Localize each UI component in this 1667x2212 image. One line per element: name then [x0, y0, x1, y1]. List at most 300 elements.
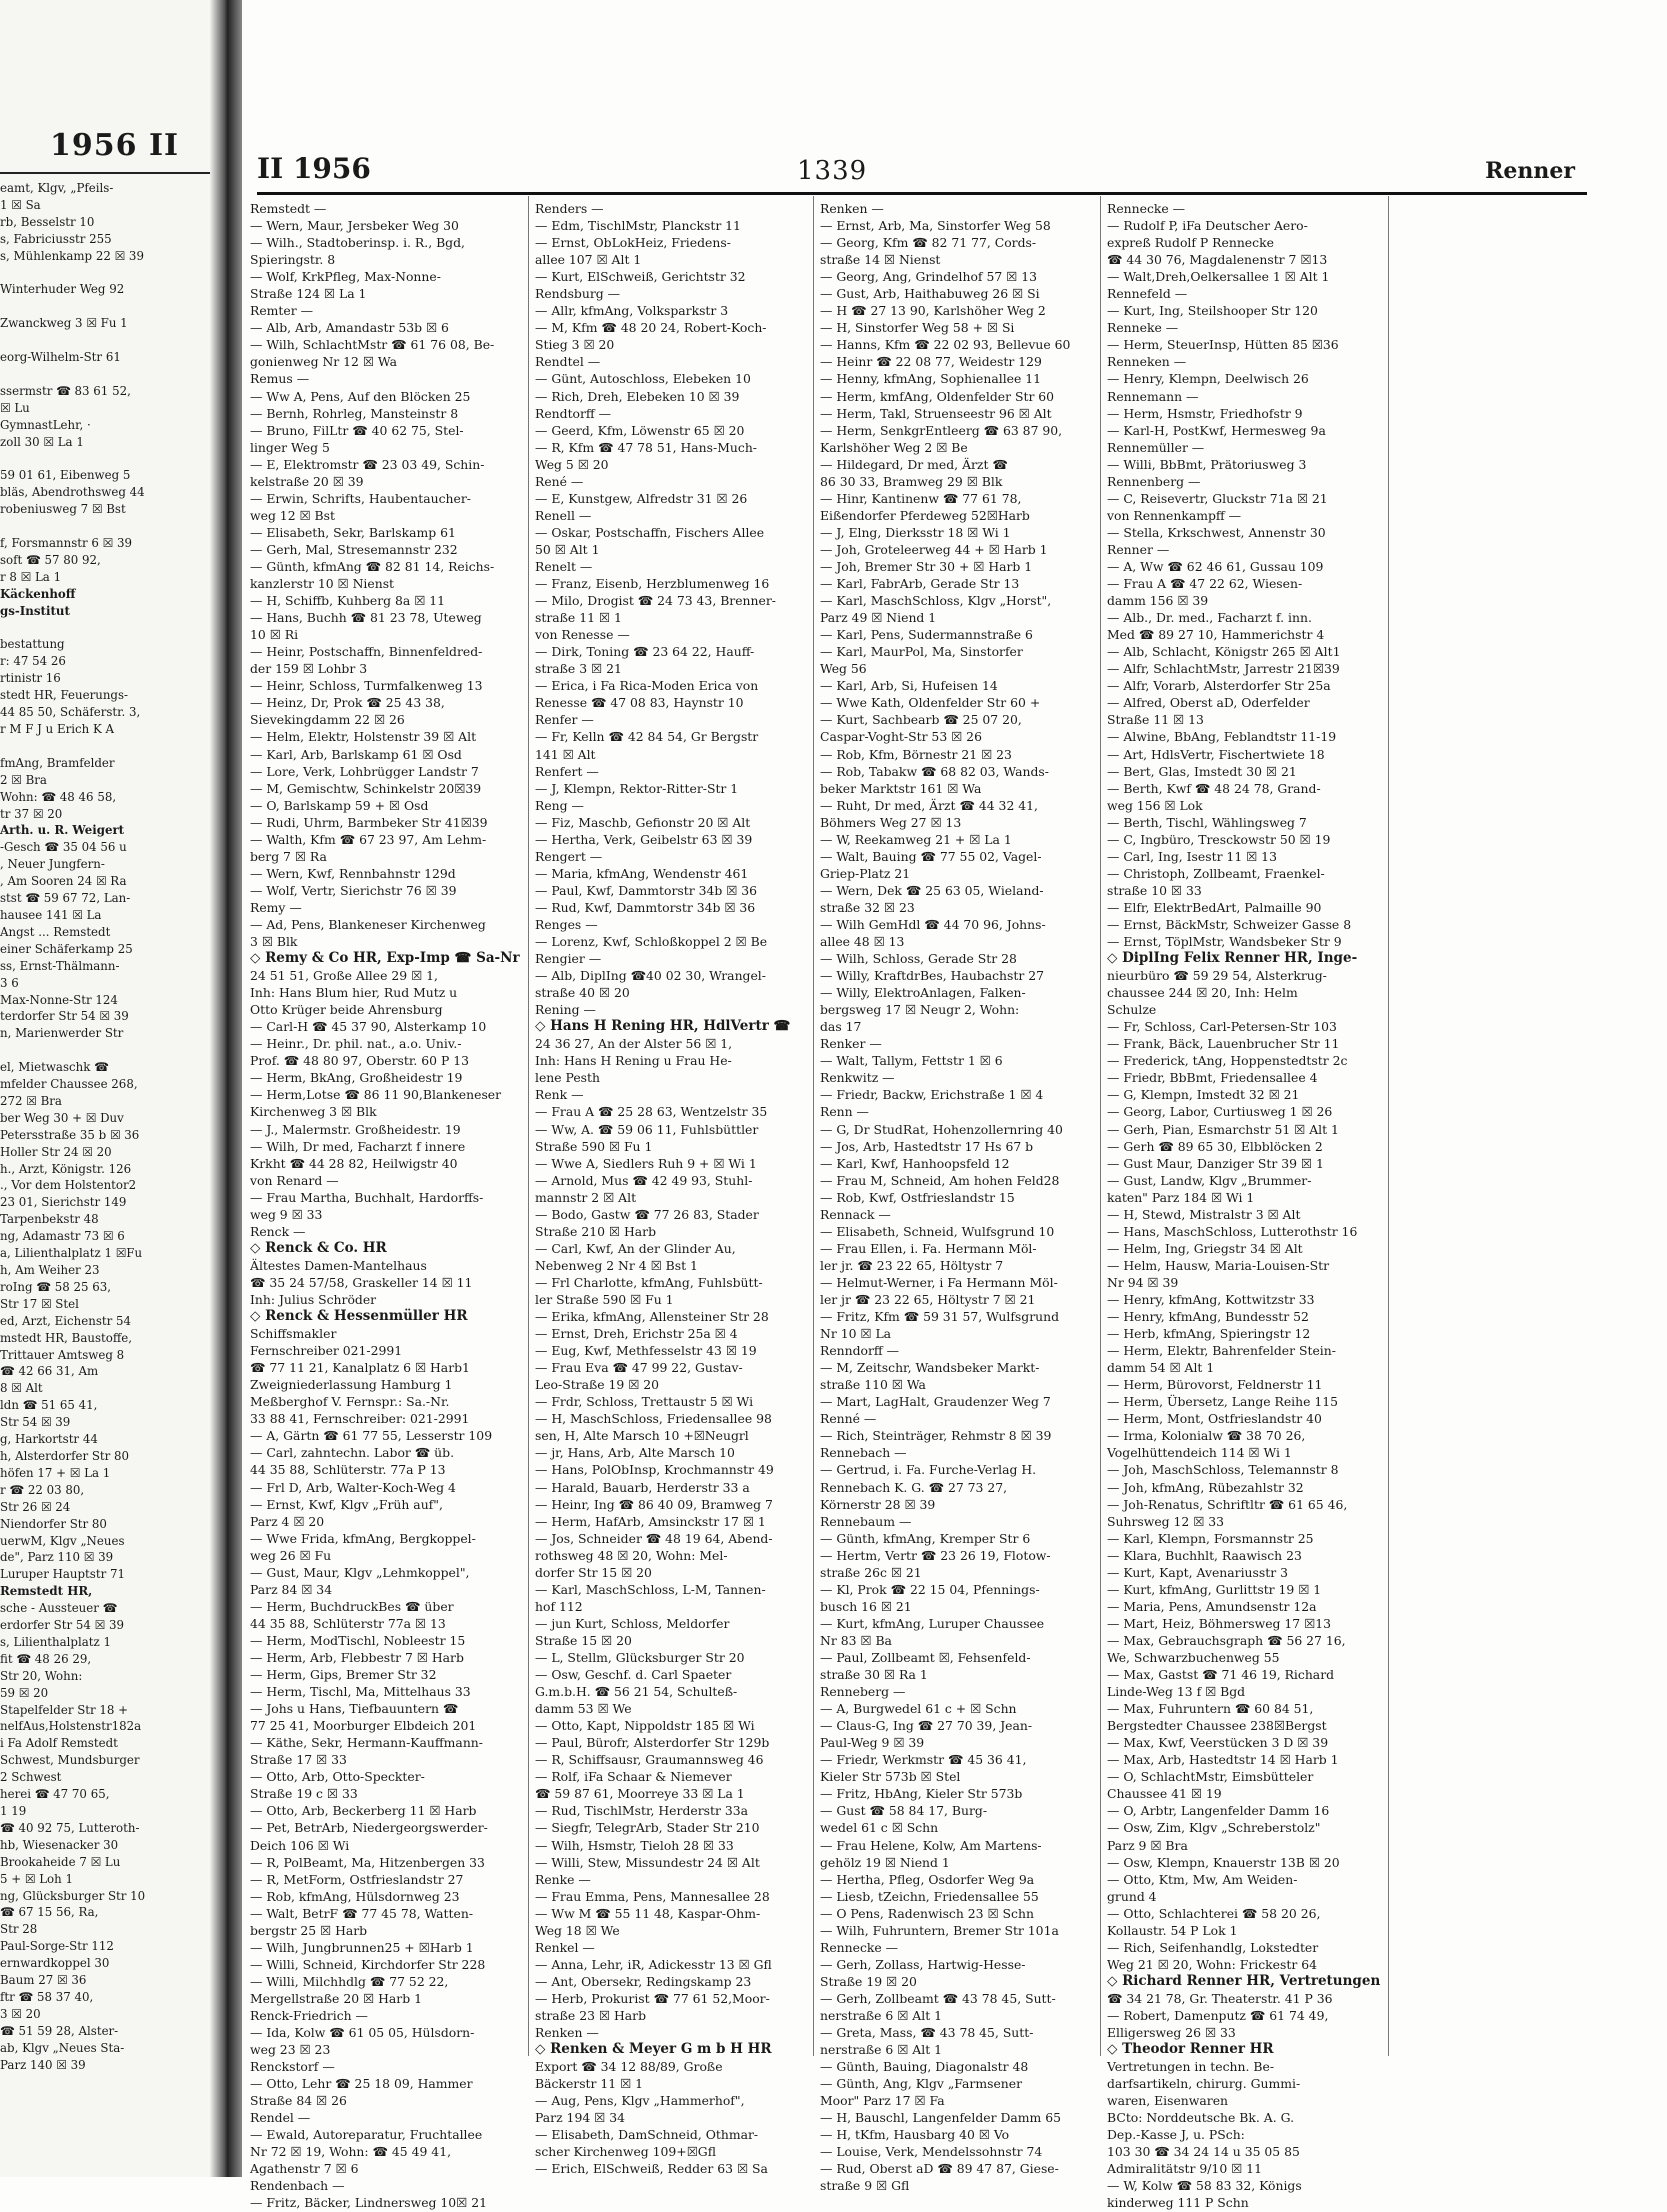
directory-entry-line: Eißendorfer Pferdeweg 52☒Harb: [820, 507, 1030, 523]
left-entry-line: r: 47 54 26: [0, 654, 66, 669]
directory-entry-line: Straße 11 ☒ 13: [1107, 712, 1204, 728]
directory-entry-line: Rendtel —: [535, 354, 601, 370]
left-entry-line: Baum 27 ☒ 36: [0, 1973, 87, 1988]
directory-entry-line: ☎ 35 24 57/58, Graskeller 14 ☒ 11: [250, 1274, 473, 1290]
directory-entry-line: — Gust, Landw, Klgv „Brummer-: [1107, 1172, 1312, 1188]
left-entry-line: sche - Aussteuer ☎: [0, 1601, 118, 1616]
directory-entry-line: — Kurt, kfmAng, Gurlittstr 19 ☒ 1: [1107, 1581, 1322, 1597]
directory-entry-line: Renneberg —: [820, 1684, 906, 1700]
directory-entry-line: — Dirk, Toning ☎ 23 64 22, Hauff-: [535, 644, 755, 660]
directory-entry-line: nieurbüro ☎ 59 29 54, Alsterkrug-: [1107, 968, 1327, 984]
directory-entry-line: von Renesse —: [535, 627, 630, 643]
directory-entry-line: Stieg 3 ☒ 20: [535, 337, 615, 353]
left-entry-line: Luruper Hauptstr 71: [0, 1567, 125, 1582]
directory-entry-line: — Klara, Buchhlt, Raawisch 23: [1107, 1547, 1302, 1563]
left-entry-line: Niendorfer Str 80: [0, 1516, 107, 1531]
directory-entry-line: — M, Zeitschr, Wandsbeker Markt-: [820, 1360, 1040, 1376]
directory-entry-line: Remus —: [250, 371, 310, 387]
directory-entry-line: Reng —: [535, 797, 584, 813]
directory-entry-line: Straße 19 ☒ 20: [820, 1973, 917, 1989]
directory-entry-line: 103 30 ☎ 34 24 14 u 35 05 85: [1107, 2144, 1300, 2160]
left-entry-line: n, Marienwerder Str: [0, 1026, 124, 1041]
left-entry-line: stedt HR, Feuerungs-: [0, 688, 129, 703]
directory-entry-line: bergstr 25 ☒ Harb: [250, 1922, 368, 1938]
directory-entry-line: — Alb, Arb, Amandastr 53b ☒ 6: [250, 320, 449, 336]
left-entry-line: Str 20, Wohn:: [0, 1668, 83, 1683]
directory-entry-line: — Alfr, Vorarb, Alsterdorfer Str 25a: [1107, 678, 1331, 694]
directory-entry-line: Leo-Straße 19 ☒ 20: [535, 1377, 660, 1393]
left-entry-line: einer Schäferkamp 25: [0, 941, 133, 956]
directory-entry-line: — H, Bauschl, Langenfelder Damm 65: [820, 2110, 1061, 2126]
directory-entry-line: — Herm, Mont, Ostfrieslandstr 40: [1107, 1411, 1322, 1427]
directory-entry-line: Renfer —: [535, 712, 594, 728]
left-entry-line: ftr ☎ 58 37 40,: [0, 1989, 94, 2004]
directory-entry-line: — Ida, Kolw ☎ 61 05 05, Hülsdorn-: [250, 2025, 475, 2041]
directory-entry-line: — Max, Fuhruntern ☎ 60 84 51,: [1107, 1701, 1314, 1717]
directory-entry-line: — Helm, Elektr, Holstenstr 39 ☒ Alt: [250, 729, 477, 745]
directory-entry-line: — Art, HdlsVertr, Fischertwiete 18: [1107, 746, 1325, 762]
directory-column-4: [1107, 200, 1381, 2211]
directory-entry-line: Rennebach —: [820, 1445, 907, 1461]
directory-entry-line: — Erika, kfmAng, Allensteiner Str 28: [535, 1309, 769, 1325]
directory-entry-line: Bergstedter Chaussee 238☒Bergst: [1107, 1718, 1327, 1734]
directory-entry-line: — Otto, Ktm, Mw, Am Weiden-: [1107, 1871, 1298, 1887]
left-entry-line: ng, Glücksburger Str 10: [0, 1888, 146, 1903]
directory-entry-line: 24 51 51, Große Allee 29 ☒ 1,: [250, 968, 438, 984]
directory-entry-line: — Erwin, Schrifts, Haubentaucher-: [250, 490, 471, 506]
book-gutter: [210, 0, 242, 2177]
directory-entry-line: — Alb., Dr. med., Facharzt f. inn.: [1107, 610, 1312, 626]
directory-entry-line: — Heinr, Schloss, Turmfalkenweg 13: [250, 678, 483, 694]
directory-entry-line: Griep-Platz 21: [820, 865, 911, 881]
directory-entry-line: Renner —: [1107, 541, 1170, 557]
directory-entry-line: — Walt, Tallym, Fettstr 1 ☒ 6: [820, 1053, 1003, 1069]
directory-entry-line: — Helm, Ing, Griegstr 34 ☒ Alt: [1107, 1240, 1303, 1256]
left-entry-line: i Fa Adolf Remstedt: [0, 1736, 118, 1751]
directory-entry-line: — Joh, kfmAng, Rübezahlstr 32: [1107, 1479, 1304, 1495]
column-divider: [528, 196, 529, 2056]
left-entry-line: hausee 141 ☒ La: [0, 907, 102, 922]
directory-entry-line: Renders —: [535, 201, 604, 216]
left-entry-line: 59 ☒ 20: [0, 1685, 49, 1700]
directory-entry-line: — Aug, Pens, Klgv „Hammerhof",: [535, 2093, 745, 2109]
directory-entry-line: — Karl, Kwf, Hanhoopsfeld 12: [820, 1155, 1010, 1171]
directory-entry-line: — Eug, Kwf, Methfesselstr 43 ☒ 19: [535, 1343, 757, 1359]
left-entry-line: [0, 738, 232, 755]
directory-entry-line: weg 156 ☒ Lok: [1107, 797, 1203, 813]
directory-entry-line: — Willy, KraftdrBes, Haubachstr 27: [820, 968, 1045, 984]
directory-entry-line: — J, Klempn, Rektor-Ritter-Str 1: [535, 780, 739, 796]
directory-entry-line: Renck-Friedrich —: [250, 2007, 368, 2023]
directory-entry-line: — Carl, Ing, Isestr 11 ☒ 13: [1107, 848, 1277, 864]
directory-entry-line: mannstr 2 ☒ Alt: [535, 1189, 637, 1205]
left-entry-line: [0, 451, 232, 468]
directory-entry-line: — Heinr., Dr. phil. nat., a.o. Univ.-: [250, 1036, 462, 1052]
directory-entry-line: Rennebaum —: [820, 1513, 912, 1529]
directory-entry-line: ◇ Richard Renner HR, Vertretungen: [1107, 1972, 1381, 1989]
directory-entry-line: — Bert, Glas, Imstedt 30 ☒ 21: [1107, 763, 1297, 779]
directory-entry-line: 24 36 27, An der Alster 56 ☒ 1,: [535, 1036, 733, 1052]
left-entry-line: erdorfer Str 54 ☒ 39: [0, 1618, 124, 1633]
directory-entry-line: — Wilh., Stadtoberinsp. i. R., Bgd,: [250, 235, 465, 251]
left-entry-line: Angst ... Remstedt: [0, 924, 111, 939]
directory-entry-line: — J, Elng, Dierksstr 18 ☒ Wi 1: [820, 524, 1011, 540]
left-entry-line: ☎ 51 59 28, Alster-: [0, 2023, 119, 2038]
directory-entry-line: — Frau Ellen, i. Fa. Hermann Möl-: [820, 1240, 1037, 1256]
directory-entry-line: — Willi, Schneid, Kirchdorfer Str 228: [250, 1956, 486, 1972]
left-entry-line: 5 + ☒ Loh 1: [0, 1871, 74, 1886]
left-entry-line: mstedt HR, Baustoffe,: [0, 1330, 132, 1345]
directory-entry-line: René —: [535, 473, 584, 489]
left-entry-line: zoll 30 ☒ La 1: [0, 434, 84, 449]
left-entry-line: tr 37 ☒ 20: [0, 806, 63, 821]
directory-entry-line: — Gust ☎ 58 84 17, Burg-: [820, 1803, 988, 1819]
directory-entry-line: scher Kirchenweg 109+☒Gfl: [535, 2144, 716, 2160]
directory-column-2: [535, 200, 807, 2177]
directory-entry-line: — W, Reekamweg 21 + ☒ La 1: [820, 831, 1012, 847]
directory-entry-line: — Karl, Pens, Sudermannstraße 6: [820, 627, 1033, 643]
directory-entry-line: Rennemann —: [1107, 388, 1199, 404]
directory-entry-line: Renkwitz —: [820, 1070, 895, 1086]
left-entry-line: r ☎ 22 03 80,: [0, 1482, 85, 1497]
left-entry-line: ☒ Lu: [0, 400, 30, 415]
directory-entry-line: Mergellstraße 20 ☒ Harb 1: [250, 1990, 422, 2006]
directory-entry-line: — Paul, Kwf, Dammtorstr 34b ☒ 36: [535, 882, 758, 898]
directory-entry-line: — Georg, Ang, Grindelhof 57 ☒ 13: [820, 269, 1037, 285]
left-entry-line: Petersstraße 35 b ☒ 36: [0, 1127, 140, 1142]
directory-entry-line: — Maria, Pens, Amundsenstr 12a: [1107, 1598, 1317, 1614]
left-entry-line: Str 54 ☒ 39: [0, 1415, 71, 1430]
directory-entry-line: Linde-Weg 13 f ☒ Bgd: [1107, 1684, 1246, 1700]
left-entry-line: , Am Sooren 24 ☒ Ra: [0, 874, 127, 889]
left-entry-line: ng, Adamastr 73 ☒ 6: [0, 1229, 125, 1244]
directory-entry-line: Schulze: [1107, 1002, 1157, 1018]
directory-entry-line: Agathenstr 7 ☒ 6: [250, 2161, 359, 2177]
directory-entry-line: Otto Krüger beide Ahrensburg: [250, 1002, 443, 1018]
directory-entry-line: ☎ 59 87 61, Moorreye 33 ☒ La 1: [535, 1786, 745, 1802]
left-entry-line: ber Weg 30 + ☒ Duv: [0, 1110, 124, 1125]
directory-entry-line: — Frank, Bäck, Lauenbrucher Str 11: [1107, 1036, 1340, 1052]
directory-entry-line: — Carl, zahntechn. Labor ☎ üb.: [250, 1445, 455, 1461]
left-entry-line: Paul-Sorge-Str 112: [0, 1939, 114, 1954]
directory-entry-line: — Herm, BkAng, Großheidestr 19: [250, 1070, 463, 1086]
directory-entry-line: — jr, Hans, Arb, Alte Marsch 10: [535, 1445, 735, 1461]
directory-entry-line: Renneken —: [1107, 354, 1187, 370]
directory-entry-line: — Rudi, Uhrm, Barmbeker Str 41☒39: [250, 814, 488, 830]
left-entry-line: ., Vor dem Holstentor2: [0, 1178, 137, 1193]
directory-entry-line: Kollaustr. 54 P Lok 1: [1107, 1922, 1238, 1938]
directory-entry-line: — Ernst, Dreh, Erichstr 25a ☒ 4: [535, 1326, 738, 1342]
directory-entry-line: — Wolf, Vertr, Sierichstr 76 ☒ 39: [250, 882, 457, 898]
directory-entry-line: — Hans, MaschSchloss, Lutterothstr 16: [1107, 1223, 1358, 1239]
directory-entry-line: — Alfr, SchlachtMstr, Jarrestr 21☒39: [1107, 661, 1340, 677]
directory-entry-line: — Hertha, Pfleg, Osdorfer Weg 9a: [820, 1871, 1035, 1887]
directory-entry-line: — Siegfr, TelegrArb, Stader Str 210: [535, 1820, 760, 1836]
directory-entry-line: — Frau Martha, Buchhalt, Hardorffs-: [250, 1189, 484, 1205]
directory-entry-line: Remstedt —: [250, 201, 327, 216]
left-entry-line: Remstedt HR,: [0, 1584, 93, 1599]
directory-entry-line: ◇ DiplIng Felix Renner HR, Inge-: [1107, 950, 1358, 967]
directory-entry-line: — Otto, Schlachterei ☎ 58 20 26,: [1107, 1905, 1321, 1921]
directory-entry-line: — Alb, DiplIng ☎40 02 30, Wrangel-: [535, 968, 766, 984]
directory-entry-line: — Wwe A, Siedlers Ruh 9 + ☒ Wi 1: [535, 1155, 757, 1171]
directory-entry-line: beker Marktstr 161 ☒ Wa: [820, 780, 982, 796]
directory-entry-line: ☎ 34 21 78, Gr. Theaterstr. 41 P 36: [1107, 1990, 1333, 2006]
directory-entry-line: — Wwe Frida, kfmAng, Bergkoppel-: [250, 1530, 476, 1546]
directory-entry-line: weg 12 ☒ Bst: [250, 507, 336, 523]
directory-entry-line: straße 14 ☒ Nienst: [820, 252, 941, 268]
directory-entry-line: Med ☎ 89 27 10, Hammerichstr 4: [1107, 627, 1325, 643]
directory-entry-line: Prof. ☎ 48 80 97, Oberstr. 60 P 13: [250, 1053, 470, 1069]
directory-entry-line: — Wilh, Dr med, Facharzt f innere: [250, 1138, 466, 1154]
directory-entry-line: — R, Kfm ☎ 47 78 51, Hans-Much-: [535, 439, 757, 455]
directory-entry-line: — Christoph, Zollbeamt, Fraenkel-: [1107, 865, 1325, 881]
directory-entry-line: Weg 5 ☒ 20: [535, 456, 609, 472]
directory-entry-line: — Oskar, Postschaffn, Fischers Allee: [535, 524, 765, 540]
directory-entry-line: Renell —: [535, 507, 592, 523]
directory-entry-line: Rennenberg —: [1107, 473, 1201, 489]
directory-entry-line: straße 11 ☒ 1: [535, 610, 622, 626]
directory-entry-line: ler Straße 590 ☒ Fu 1: [535, 1292, 674, 1307]
directory-entry-line: ler jr ☎ 23 22 65, Höltystr 7 ☒ 21: [820, 1292, 1036, 1307]
directory-entry-line: — Osw, Zim, Klgv „Schreberstolz": [1107, 1820, 1321, 1836]
directory-entry-line: — C, Ingbüro, Tresckowstr 50 ☒ 19: [1107, 831, 1331, 847]
directory-entry-line: — Walt, Bauing ☎ 77 55 02, Vagel-: [820, 848, 1042, 864]
page-volume-year: II 1956: [257, 152, 371, 185]
directory-entry-line: — Stella, Krkschwest, Annenstr 30: [1107, 524, 1326, 540]
left-entry-line: Arth. u. R. Weigert: [0, 823, 125, 838]
directory-entry-line: — Wwe Kath, Oldenfelder Str 60 +: [820, 695, 1041, 711]
directory-entry-line: gonienweg Nr 12 ☒ Wa: [250, 354, 397, 370]
directory-entry-line: Weg 56: [820, 661, 867, 677]
directory-entry-line: — Ant, Obersekr, Redingskamp 23: [535, 1973, 752, 1989]
directory-entry-line: ler jr. ☎ 23 22 65, Höltystr 7: [820, 1257, 1004, 1273]
directory-entry-line: ◇ Hans H Rening HR, HdlVertr ☎: [535, 1018, 791, 1035]
directory-entry-line: Renken —: [820, 201, 884, 216]
left-entry-line: 1 ☒ Sa: [0, 197, 41, 212]
directory-column-5: [1395, 200, 1667, 2050]
left-entry-line: Holler Str 24 ☒ 20: [0, 1144, 112, 1159]
directory-entry-line: — Wern, Kwf, Rennbahnstr 129d: [250, 865, 456, 881]
directory-entry-line: Straße 15 ☒ 20: [535, 1632, 632, 1648]
left-entry-line: ☎ 40 92 75, Lutteroth-: [0, 1820, 140, 1835]
directory-entry-line: Ältestes Damen-Mantelhaus: [250, 1257, 427, 1273]
page-header: [257, 152, 1587, 192]
directory-entry-line: Kieler Str 573b ☒ Stel: [820, 1769, 961, 1785]
page-catchword: Renner: [1485, 158, 1575, 184]
directory-entry-line: — Wilh, Schloss, Gerade Str 28: [820, 951, 1017, 967]
directory-entry-line: — Berth, Kwf ☎ 48 24 78, Grand-: [1107, 780, 1321, 796]
directory-entry-line: Parz 84 ☒ 34: [250, 1581, 333, 1597]
left-entry-line: r 8 ☒ La 1: [0, 569, 62, 584]
directory-entry-line: — Lore, Verk, Lohbrügger Landstr 7: [250, 763, 479, 779]
directory-entry-line: — Herm, Hsmstr, Friedhofstr 9: [1107, 405, 1303, 421]
directory-entry-line: — Käthe, Sekr, Hermann-Kauffmann-: [250, 1735, 483, 1751]
left-entry-line: 2 Schwest: [0, 1770, 62, 1785]
directory-entry-line: — Gerh, Zollass, Hartwig-Hesse-: [820, 1956, 1026, 1972]
directory-entry-line: — Helm, Hausw, Maria-Louisen-Str: [1107, 1257, 1330, 1273]
directory-entry-line: — Bodo, Gastw ☎ 77 26 83, Stader: [535, 1206, 759, 1222]
directory-entry-line: — Hinr, Kantinenw ☎ 77 61 78,: [820, 490, 1022, 506]
left-entry-line: rb, Besselstr 10: [0, 214, 95, 229]
directory-entry-line: — Willi, Stew, Missundestr 24 ☒ Alt: [535, 1854, 760, 1870]
left-entry-line: 2 ☒ Bra: [0, 772, 47, 787]
directory-entry-line: Kirchenweg 3 ☒ Blk: [250, 1104, 377, 1120]
directory-entry-line: straße 10 ☒ 33: [1107, 882, 1202, 898]
directory-entry-line: Zweigniederlassung Hamburg 1: [250, 1377, 453, 1393]
directory-entry-line: Deich 106 ☒ Wi: [250, 1837, 350, 1853]
directory-entry-line: Straße 124 ☒ La 1: [250, 286, 367, 302]
directory-entry-line: straße 110 ☒ Wa: [820, 1377, 926, 1393]
directory-entry-line: — Wilh, SchlachtMstr ☎ 61 76 08, Be-: [250, 337, 495, 353]
directory-entry-line: — Alb, Schlacht, Königstr 265 ☒ Alt1: [1107, 644, 1341, 660]
left-entry-line: 59 01 61, Eibenweg 5: [0, 468, 131, 483]
directory-entry-line: 10 ☒ Ri: [250, 627, 299, 643]
directory-entry-line: — E, Kunstgew, Alfredstr 31 ☒ 26: [535, 490, 748, 506]
directory-entry-line: — Heinr, Postschaffn, Binnenfeldred-: [250, 644, 483, 660]
directory-entry-line: Böhmers Weg 27 ☒ 13: [820, 814, 962, 830]
directory-entry-line: — Gertrud, i. Fa. Furche-Verlag H.: [820, 1462, 1037, 1478]
directory-entry-line: nerstraße 6 ☒ Alt 1: [820, 2042, 943, 2058]
directory-entry-line: — Karl, Arb, Barlskamp 61 ☒ Osd: [250, 746, 462, 762]
directory-entry-line: — O, SchlachtMstr, Eimsbütteler: [1107, 1769, 1314, 1785]
left-entry-line: s, Fabriciusstr 255: [0, 231, 112, 246]
directory-entry-line: darfsartikeln, chirurg. Gummi-: [1107, 2076, 1301, 2092]
directory-entry-line: — Franz, Eisenb, Herzblumenweg 16: [535, 576, 770, 592]
directory-entry-line: — Herm, Tischl, Ma, Mittelhaus 33: [250, 1684, 471, 1700]
directory-entry-line: Fernschreiber 021-2991: [250, 1343, 403, 1359]
left-entry-line: ☎ 42 66 31, Am: [0, 1364, 99, 1379]
directory-entry-line: Parz 9 ☒ Bra: [1107, 1837, 1188, 1853]
directory-entry-line: — Max, Kwf, Veerstücken 3 D ☒ 39: [1107, 1735, 1329, 1751]
directory-entry-line: — Arnold, Mus ☎ 42 49 93, Stuhl-: [535, 1172, 753, 1188]
left-entry-line: Winterhuder Weg 92: [0, 282, 125, 297]
directory-entry-line: — H, tKfm, Hausbarg 40 ☒ Vo: [820, 2127, 1010, 2143]
left-entry-line: 1 19: [0, 1804, 27, 1818]
directory-entry-line: — Otto, Kapt, Nippoldstr 185 ☒ Wi: [535, 1718, 755, 1734]
directory-entry-line: das 17: [820, 1019, 862, 1035]
directory-entry-line: We, Schwarzbuchenweg 55: [1107, 1649, 1280, 1665]
directory-entry-line: — Anna, Lehr, iR, Adickesstr 13 ☒ Gfl: [535, 1956, 772, 1972]
directory-entry-line: — O Pens, Radenwisch 23 ☒ Schn: [820, 1905, 1034, 1921]
left-page-rule: [0, 172, 232, 174]
directory-column-1: [250, 200, 522, 2211]
directory-entry-line: — Jos, Arb, Hastedtstr 17 Hs 67 b: [820, 1138, 1034, 1154]
directory-entry-line: Renk —: [535, 1087, 584, 1103]
left-entry-line: a, Lilienthalplatz 1 ☒Fu: [0, 1246, 143, 1261]
directory-entry-line: 33 88 41, Fernschreiber: 021-2991: [250, 1411, 470, 1427]
directory-entry-line: — A, Gärtn ☎ 61 77 55, Lesserstr 109: [250, 1428, 493, 1444]
directory-entry-line: — Frau Eva ☎ 47 99 22, Gustav-: [535, 1360, 743, 1376]
directory-entry-line: — Frau A ☎ 47 22 62, Wiesen-: [1107, 576, 1303, 592]
directory-entry-line: — Karl, FabrArb, Gerade Str 13: [820, 576, 1020, 592]
directory-entry-line: — Greta, Mass, ☎ 43 78 45, Sutt-: [820, 2025, 1034, 2041]
directory-entry-line: — A, Burgwedel 61 c + ☒ Schn: [820, 1701, 1017, 1717]
directory-entry-line: — Elisabeth, Schneid, Wulfsgrund 10: [820, 1223, 1055, 1239]
directory-entry-line: — Kurt, Kapt, Avenariusstr 3: [1107, 1564, 1288, 1580]
directory-entry-line: — Alfred, Oberst aD, Oderfelder: [1107, 695, 1310, 711]
directory-entry-line: ◇ Renken & Meyer G m b H HR: [535, 2041, 772, 2058]
directory-entry-line: — Max, Arb, Hastedtstr 14 ☒ Harb 1: [1107, 1752, 1339, 1768]
directory-entry-line: — Karl, MaschSchloss, L-M, Tannen-: [535, 1581, 766, 1597]
directory-entry-line: Rennefeld —: [1107, 286, 1188, 302]
left-entry-line: herei ☎ 47 70 65,: [0, 1787, 110, 1802]
directory-entry-line: — Ernst, TöplMstr, Wandsbeker Str 9: [1107, 934, 1342, 950]
directory-entry-line: — Herm, ModTischl, Nobleestr 15: [250, 1632, 466, 1648]
directory-entry-line: — Frederick, tAng, Hoppenstedtstr 2c: [1107, 1053, 1348, 1069]
directory-entry-line: — Lorenz, Kwf, Schloßkoppel 2 ☒ Be: [535, 934, 768, 950]
directory-entry-line: Nr 83 ☒ Ba: [820, 1632, 892, 1648]
directory-entry-line: — Alwine, BbAng, Feblandtstr 11-19: [1107, 729, 1337, 745]
left-entry-line: robeniusweg 7 ☒ Bst: [0, 502, 126, 517]
directory-entry-line: Körnerstr 28 ☒ 39: [820, 1496, 936, 1512]
left-entry-line: hb, Wiesenacker 30: [0, 1837, 119, 1852]
left-entry-line: Parz 140 ☒ 39: [0, 2057, 86, 2072]
directory-entry-line: Renck —: [250, 1223, 306, 1239]
left-page-lines: [0, 180, 232, 2074]
directory-entry-line: ☎ 44 30 76, Magdalenenstr 7 ☒13: [1107, 252, 1328, 268]
directory-entry-line: — Wolf, KrkPfleg, Max-Nonne-: [250, 269, 441, 285]
left-entry-line: Tarpenbekstr 48: [0, 1212, 99, 1227]
directory-entry-line: straße 26c ☒ 21: [820, 1564, 922, 1580]
directory-entry-line: — Fiz, Maschb, Gefionstr 20 ☒ Alt: [535, 814, 751, 830]
directory-entry-line: — Fr, Kelln ☎ 42 84 54, Gr Bergstr: [535, 729, 759, 745]
directory-entry-line: straße 23 ☒ Harb: [535, 2007, 646, 2023]
directory-entry-line: — Georg, Labor, Curtiusweg 1 ☒ 26: [1107, 1104, 1333, 1120]
directory-entry-line: — Günth, Ang, Klgv „Farmsener: [820, 2076, 1023, 2092]
directory-entry-line: Rennecke —: [820, 1939, 899, 1955]
directory-entry-line: — G, Klempn, Imstedt 32 ☒ 21: [1107, 1087, 1300, 1103]
directory-entry-line: — Herm,Lotse ☎ 86 11 90,Blankeneser: [250, 1087, 502, 1103]
directory-entry-line: — Wern, Dek ☎ 25 63 05, Wieland-: [820, 882, 1044, 898]
directory-entry-line: Remy —: [250, 899, 302, 915]
directory-entry-line: — jun Kurt, Schloss, Meldorfer: [535, 1615, 730, 1631]
directory-entry-line: — Mart, LagHalt, Graudenzer Weg 7: [820, 1394, 1051, 1410]
left-entry-line: ldn ☎ 51 65 41,: [0, 1398, 98, 1413]
directory-entry-line: — Ernst, ObLokHeiz, Friedens-: [535, 235, 731, 251]
directory-entry-line: Nr 10 ☒ La: [820, 1326, 892, 1342]
directory-entry-line: waren, Eisenwaren: [1107, 2093, 1229, 2109]
directory-entry-line: Meßberghof V. Fernspr.: Sa.-Nr.: [250, 1394, 450, 1410]
left-page-fragment: [0, 0, 232, 2177]
left-entry-line: f, Forsmannstr 6 ☒ 39: [0, 536, 132, 551]
left-entry-line: [0, 518, 232, 535]
directory-entry-line: — Rich, Steinträger, Rehmstr 8 ☒ 39: [820, 1428, 1052, 1444]
left-entry-line: Wohn: ☎ 48 46 58,: [0, 789, 117, 804]
directory-entry-line: Renfert —: [535, 763, 599, 779]
directory-entry-line: — Frau Helene, Kolw, Am Martens-: [820, 1837, 1042, 1853]
directory-entry-line: — Rud, TischlMstr, Herderstr 33a: [535, 1803, 748, 1819]
directory-entry-line: — Joh, MaschSchloss, Telemannstr 8: [1107, 1462, 1339, 1478]
directory-entry-line: — Willi, BbBmt, Prätoriusweg 3: [1107, 456, 1307, 472]
directory-entry-line: — Günth, Bauing, Diagonalstr 48: [820, 2059, 1029, 2075]
directory-entry-line: — Herb, kfmAng, Spieringstr 12: [1107, 1326, 1311, 1342]
directory-entry-line: Renkel —: [535, 1939, 595, 1955]
header-rule: [257, 192, 1587, 195]
directory-entry-line: allee 48 ☒ 13: [820, 934, 905, 950]
directory-entry-line: — Karl, Klempn, Forsmannstr 25: [1107, 1530, 1314, 1546]
left-entry-line: h., Arzt, Königstr. 126: [0, 1161, 132, 1176]
column-divider: [1100, 196, 1101, 2056]
directory-entry-line: — Heinr, Ing ☎ 86 40 09, Bramweg 7: [535, 1496, 773, 1512]
directory-entry-line: Sievekingdamm 22 ☒ 26: [250, 712, 405, 728]
page-number: 1339: [797, 156, 868, 186]
directory-entry-line: bergsweg 17 ☒ Neugr 2, Wohn:: [820, 1002, 1020, 1018]
directory-entry-line: — Gust, Maur, Klgv „Lehmkoppel",: [250, 1564, 470, 1580]
left-entry-line: de", Parz 110 ☒ 39: [0, 1550, 114, 1565]
left-entry-line: eorg-Wilhelm-Str 61: [0, 350, 121, 365]
column-divider: [813, 196, 814, 2056]
